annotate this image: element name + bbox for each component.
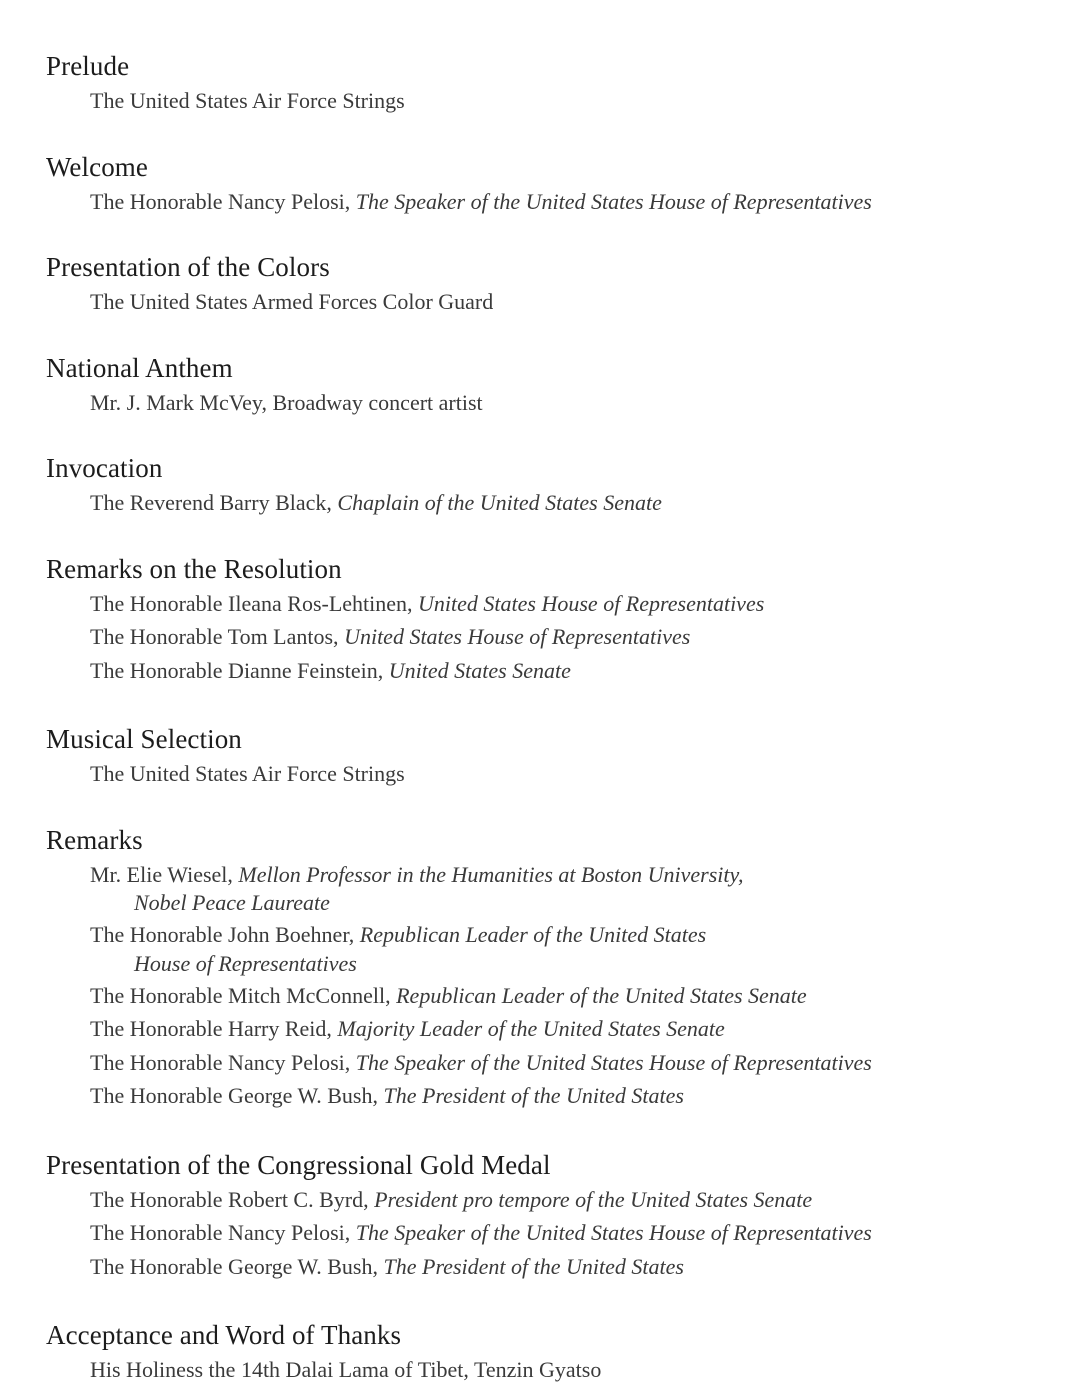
entry-name: The Honorable Nancy Pelosi, — [90, 1220, 356, 1245]
entry — [90, 185, 1090, 219]
entry-role: United States House of Representatives — [418, 590, 765, 616]
entry-role: Mellon Professor in the Humanities at Boston University, — [238, 861, 744, 887]
section-national-anthem — [46, 350, 1090, 420]
entry — [90, 587, 1090, 621]
section-welcome — [46, 149, 1090, 219]
section-title: National Anthem — [46, 352, 233, 383]
entry-name: The United States Armed Forces Color Guard — [90, 289, 494, 314]
entry — [90, 1216, 1090, 1250]
entry-name: The Honorable George W. Bush, — [90, 1253, 384, 1279]
section-spacer — [46, 319, 1090, 350]
entry-role: United States Senate — [388, 657, 571, 683]
section-spacer — [46, 1113, 1090, 1147]
section-prelude — [46, 48, 1090, 118]
entry-role: Chaplain of the United States Senate — [337, 490, 662, 515]
entry — [90, 1183, 1090, 1217]
entry-list — [90, 858, 1090, 1113]
entry-role: Republican Leader of the United States — [359, 922, 707, 947]
entry — [90, 386, 1090, 420]
section-remarks-on-resolution — [46, 551, 1090, 688]
entry-list — [90, 185, 1090, 219]
section-title: Prelude — [46, 51, 130, 81]
entry — [90, 1250, 1090, 1284]
entry-role: The Speaker of the United States House of Representatives — [355, 1049, 872, 1075]
section-title: Remarks on the Resolution — [46, 553, 342, 584]
section-title: Presentation of the Congressional Gold Medal — [46, 1149, 551, 1180]
section-title: Presentation of the Colors — [46, 252, 330, 282]
entry-name: The Honorable John Boehner, — [90, 922, 360, 947]
section-acceptance — [46, 1317, 1090, 1387]
entry-role: Republican Leader of the United States Senate — [396, 982, 807, 1008]
section-title: Invocation — [46, 453, 163, 483]
section-invocation — [46, 450, 1090, 520]
entry-name: The Honorable Nancy Pelosi, — [90, 1049, 356, 1075]
entry-role-continued: House of Representatives — [134, 950, 357, 976]
section-title: Acceptance and Word of Thanks — [46, 1320, 402, 1350]
entry — [90, 1012, 1090, 1046]
entry-name: The United States Air Force Strings — [90, 761, 405, 786]
entry-list — [90, 1183, 1090, 1284]
entry — [90, 486, 1090, 520]
entry — [90, 1353, 1090, 1387]
entry-name: His Holiness the 14th Dalai Lama of Tibet, Tenzin Gyatso — [90, 1357, 602, 1382]
entry — [90, 84, 1090, 118]
entry-role: The President of the United States — [383, 1083, 684, 1108]
entry-list — [90, 1353, 1090, 1387]
entry-name: The Honorable George W. Bush, — [90, 1083, 384, 1108]
entry-name: The Honorable Dianne Feinstein, — [90, 657, 389, 683]
entry-role: United States House of Representatives — [344, 624, 691, 649]
entry-list — [90, 757, 1090, 791]
entry — [90, 620, 1090, 654]
section-spacer — [46, 1283, 1090, 1317]
entry-name: The Honorable Ileana Ros-Lehtinen, — [90, 590, 419, 616]
entry — [90, 757, 1090, 791]
entry-name: The Honorable Tom Lantos, — [90, 624, 345, 649]
entry-list — [90, 486, 1090, 520]
entry-list — [90, 285, 1090, 319]
entry-role: President pro tempore of the United States Senate — [374, 1186, 813, 1212]
section-title: Remarks — [46, 824, 143, 855]
entry-role: The Speaker of the United States House of Representatives — [355, 1220, 872, 1245]
entry-name: The United States Air Force Strings — [90, 88, 405, 113]
section-spacer — [46, 118, 1090, 149]
entry-role: The President of the United States — [383, 1253, 684, 1279]
entry-name: The Honorable Nancy Pelosi, — [90, 188, 356, 214]
section-spacer — [46, 218, 1090, 249]
section-spacer — [46, 520, 1090, 551]
entry — [90, 858, 1090, 919]
section-presentation-of-colors — [46, 249, 1090, 319]
entry-role-continued: Nobel Peace Laureate — [134, 890, 330, 915]
entry-name: The Reverend Barry Black, — [90, 490, 338, 515]
section-title: Welcome — [46, 151, 148, 182]
section-spacer — [46, 687, 1090, 721]
entry — [90, 1046, 1090, 1080]
entry-name: The Honorable Mitch McConnell, — [90, 982, 397, 1008]
entry — [90, 1079, 1090, 1113]
entry-list — [90, 84, 1090, 118]
section-spacer — [46, 419, 1090, 450]
section-remarks — [46, 822, 1090, 1113]
entry-role: The Speaker of the United States House of Representatives — [355, 188, 872, 214]
entry-list — [90, 386, 1090, 420]
section-musical-selection — [46, 721, 1090, 791]
entry-name: Mr. Elie Wiesel, — [90, 861, 239, 887]
entry — [90, 654, 1090, 688]
section-gold-medal-presentation — [46, 1147, 1090, 1284]
entry-role: Majority Leader of the United States Senate — [337, 1016, 725, 1041]
entry — [90, 918, 1090, 979]
entry-name: The Honorable Harry Reid, — [90, 1016, 338, 1041]
section-spacer — [46, 791, 1090, 822]
section-title: Musical Selection — [46, 724, 242, 754]
entry-list — [90, 587, 1090, 688]
entry — [90, 285, 1090, 319]
entry-name: The Honorable Robert C. Byrd, — [90, 1186, 375, 1212]
entry-name: Mr. J. Mark McVey, Broadway concert artist — [90, 389, 483, 415]
entry — [90, 979, 1090, 1013]
